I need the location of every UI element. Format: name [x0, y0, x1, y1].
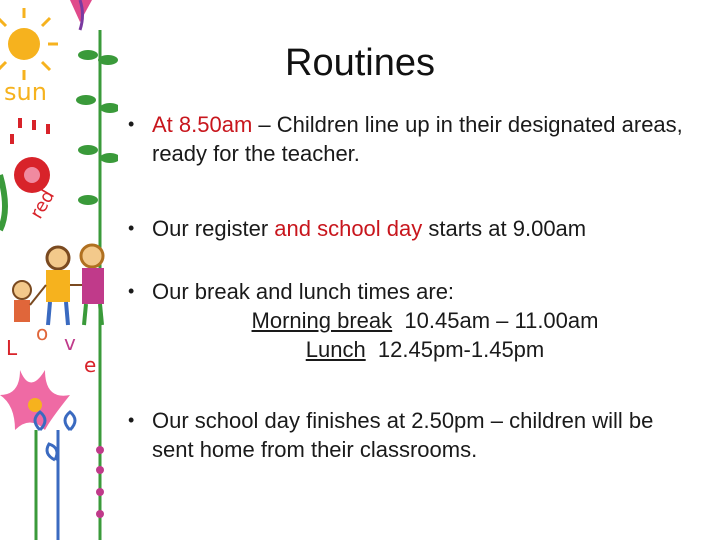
register-text-post: starts at 9.00am: [422, 216, 587, 241]
morning-break-label: Morning break: [251, 308, 393, 333]
decor-word-red: red: [26, 186, 60, 223]
bullet-list: [128, 110, 698, 464]
bullet-item-home-time: [128, 406, 698, 464]
register-highlight: and school day: [274, 216, 423, 241]
bullet-item-arrival: [128, 110, 698, 168]
bullet-marker: •: [128, 410, 135, 430]
svg-text:v: v: [64, 331, 76, 355]
sun-icon: [0, 8, 58, 80]
flower-icon: [35, 412, 75, 540]
lunch-line: [152, 335, 698, 364]
bullet-item-register: [128, 214, 698, 243]
lunch-label: Lunch: [305, 337, 366, 362]
breaks-intro: Our break and lunch times are:: [152, 279, 455, 304]
home-time-text: Our school day finishes at 2.50pm – children will be sent home from their classrooms.: [152, 408, 654, 462]
arrival-time: At 8.50am: [152, 112, 253, 137]
decor-word-love: [6, 321, 96, 377]
morning-break-time: 10.45am – 11.00am: [404, 308, 599, 333]
svg-text:o: o: [36, 321, 49, 345]
bullet-marker: •: [128, 114, 135, 134]
svg-text:e: e: [84, 353, 97, 377]
arrival-dash: –: [252, 112, 277, 137]
decorative-border: [0, 0, 118, 540]
bullet-item-breaks: [128, 277, 698, 364]
register-text-pre: Our register: [152, 216, 275, 241]
children-icon: [13, 245, 104, 325]
slide-title: Routines: [285, 42, 435, 84]
arrival-text: Children line up in their designated areas, ready for the teacher.: [152, 112, 683, 166]
lunch-time: 12.45pm-1.45pm: [377, 337, 545, 362]
svg-text:L: L: [6, 336, 18, 360]
bullet-marker: •: [128, 218, 135, 238]
decor-word-sun: sun: [4, 78, 47, 106]
bullet-marker: •: [128, 281, 135, 301]
morning-break-line: [152, 306, 698, 335]
